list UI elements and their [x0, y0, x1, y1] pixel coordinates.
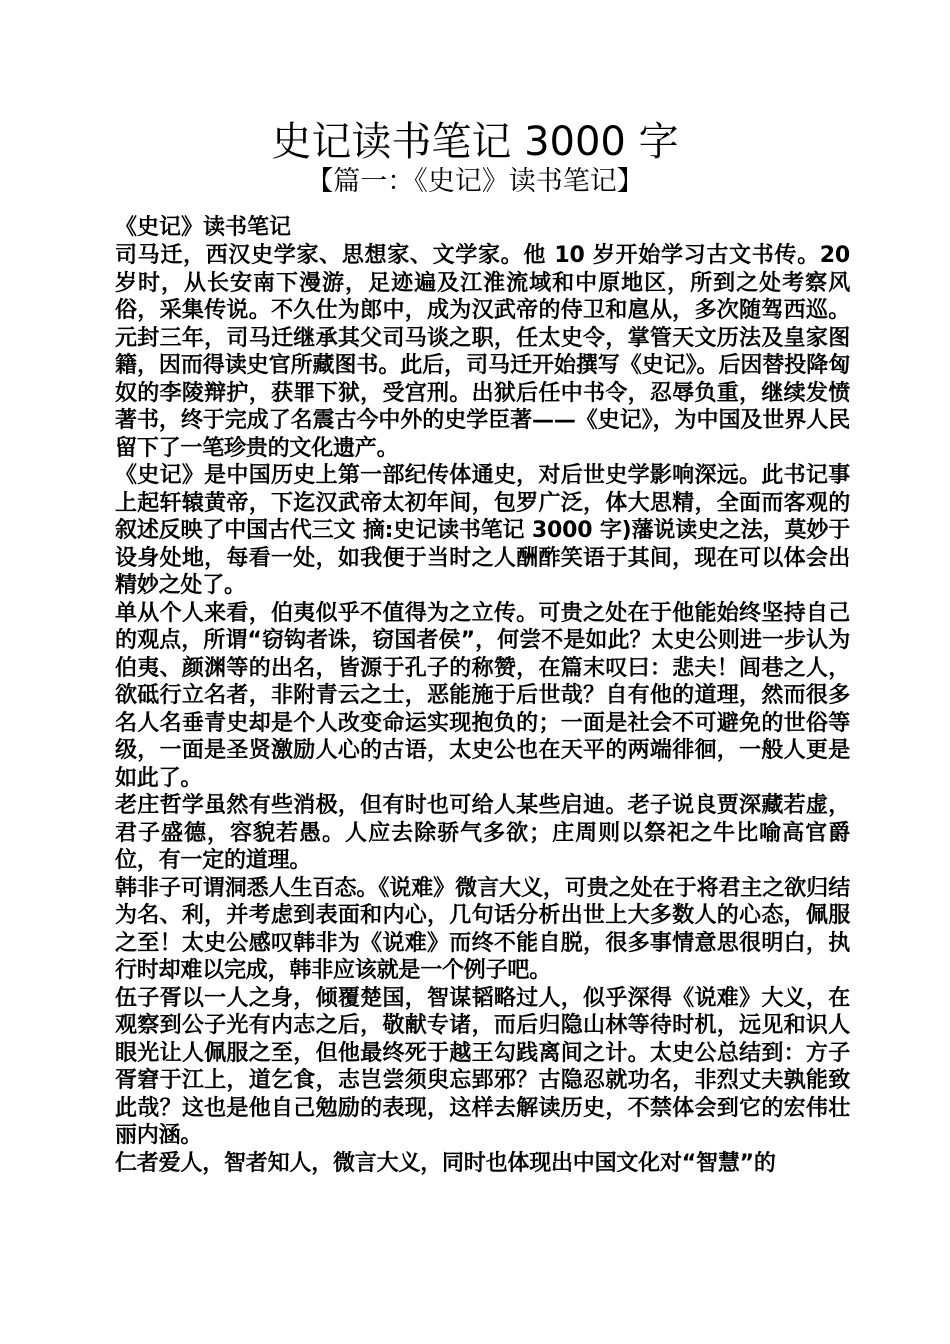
document-subtitle: 【篇一：《史记》读书笔记】: [306, 166, 644, 197]
document-title: 史记读书笔记 3000 字: [271, 119, 679, 165]
paragraph: 老庄哲学虽然有些消极，但有时也可给人某些启迪。老子说良贾深藏若虚，君子盛德，容貌若愚。人应去除骄气多欲；庄周则以祭祀之牛比喻高官爵位，有一定的道理。: [115, 793, 850, 873]
paragraph: 《史记》是中国历史上第一部纪传体通史，对后世史学影响深远。此书记事上起轩辕黄帝，下迄汉武帝太初年间，包罗广泛，体大思精，全面而客观的叙述反映了中国古代三文 摘:史记读书笔记 3000 字)藩说读史之法，莫妙于设身处地，每看一处，如我便于当时之人酬酢笑语于其间，现在可以体会出精妙之处了。: [115, 463, 850, 598]
paragraph: 韩非子可谓洞悉人生百态。《说难》微言大义，可贵之处在于将君主之欲归结为名、利，并考虑到表面和内心，几句话分析出世上大多数人的心态，佩服之至！太史公感叹韩非为《说难》而终不能自脱，很多事情意思很明白，执行时却难以完成，韩非应该就是一个例子吧。: [115, 875, 850, 983]
paragraph: 伍子胥以一人之身，倾覆楚国，智谋韬略过人，似乎深得《说难》大义，在观察到公子光有内志之后，敬献专诸，而后归隐山林等待时机，远见和识人眼光让人佩服之至，但他最终死于越王勾践离间之计。太史公总结到：方子胥窘于江上，道乞食，志岂尝须臾忘郢邪？古隐忍就功名，非烈丈夫孰能致此哉？这也是他自己勉励的表现，这样去解读历史，不禁体会到它的宏伟壮丽内涵。: [115, 985, 850, 1148]
paragraph: 司马迁，西汉史学家、思想家、文学家。他 10 岁开始学习古文书传。20 岁时，从长安南下漫游，足迹遍及江淮流域和中原地区，所到之处考察风俗，采集传说。不久仕为郎中，成为汉武帝的侍卫和扈从，多次随驾西巡。元封三年，司马迁继承其父司马谈之职，任太史令，掌管天文历法及皇家图籍，因而得读史官所藏图书。此后，司马迁开始撰写《史记》。后因替投降匈奴的李陵辩护，获罪下狱，受宫刑。出狱后任中书令，忍辱负重，继续发愤著书，终于完成了名震古今中外的史学臣著——《史记》，为中国及世界人民留下了一笔珍贵的文化遗产。: [115, 243, 850, 461]
paragraph: 单从个人来看，伯夷似乎不值得为之立传。可贵之处在于他能始终坚持自己的观点，所谓“窃钩者诛，窃国者侯”，何尝不是如此？太史公则进一步认为伯夷、颜渊等的出名，皆源于孔子的称赞，在篇末叹曰：悲夫！闾巷之人，欲砥行立名者，非附青云之士，恶能施于后世哉？自有他的道理，然而很多名人名垂青史却是个人改变命运实现抱负的；一面是社会不可避免的世俗等级，一面是圣贤激励人心的古语，太史公也在天平的两端徘徊，一般人更是如此了。: [115, 600, 850, 791]
section-heading: 《史记》读书笔记: [115, 215, 292, 240]
document-body: [115, 214, 850, 1177]
paragraph: 仁者爱人，智者知人，微言大义，同时也体现出中国文化对“智慧”的: [115, 1150, 776, 1176]
